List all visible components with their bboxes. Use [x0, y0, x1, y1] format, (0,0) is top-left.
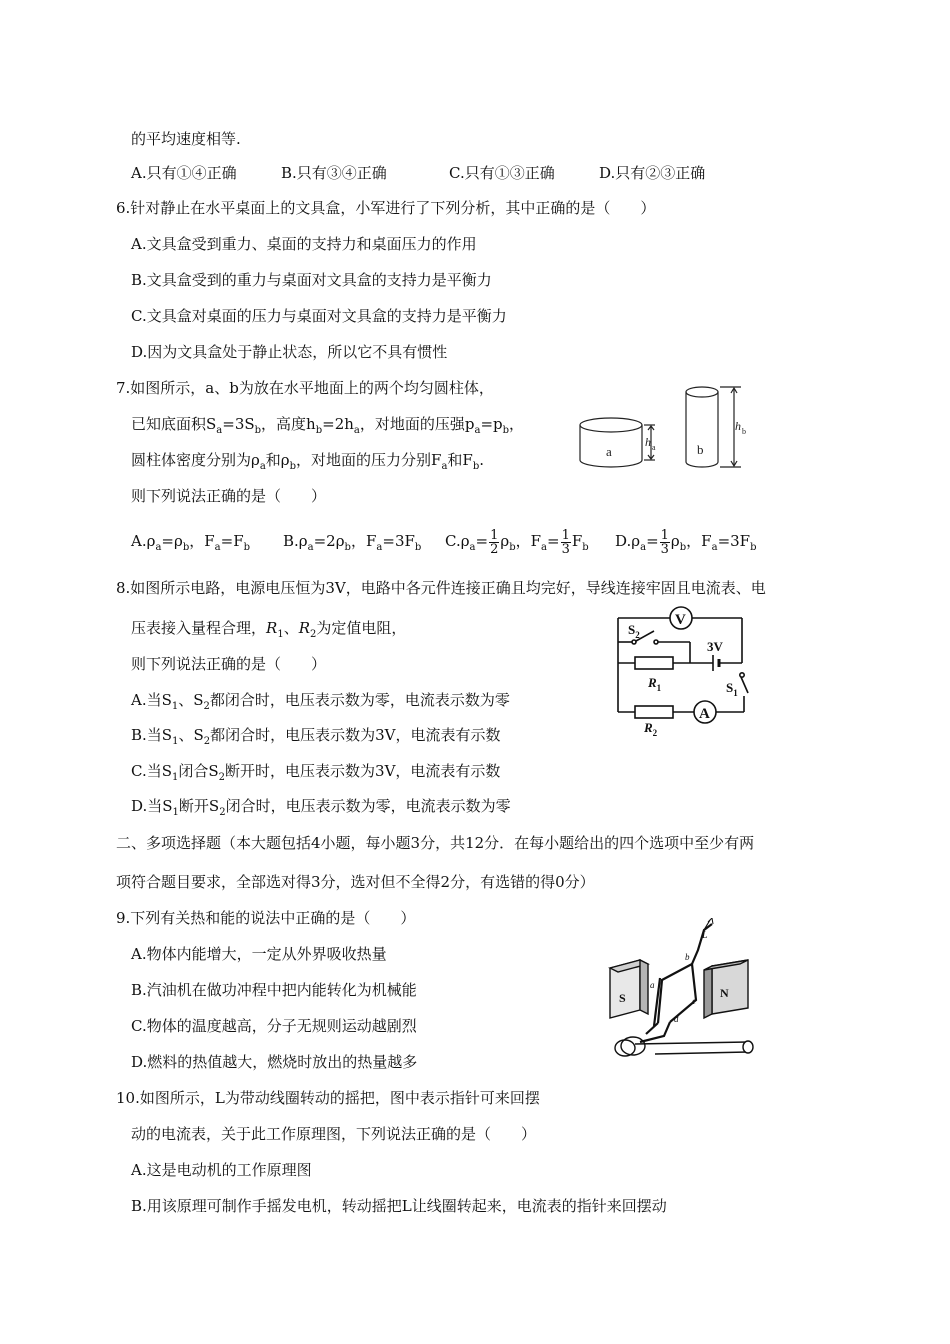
- q5-options: [131, 163, 705, 183]
- q8-option-b: B.当$S_1$、$S_2$都闭合时，电压表示数为3V，电流表有示数: [131, 726, 501, 747]
- q7-option-d: $D.\rho_a=$ $\frac{1}{3}$ $\rho_b$，$F_a=3F_b$: [615, 527, 757, 557]
- q6-option-b: B.文具盒受到的重力与桌面对文具盒的支持力是平衡力: [131, 271, 492, 289]
- q9-option-d: D.燃料的热值越大，燃烧时放出的热量越多: [131, 1053, 418, 1071]
- section2-heading-line1: 二、多项选择题（本大题包括4小题，每小题3分，共12分．在每小题给出的四个选项中至少有两: [116, 834, 755, 852]
- svg-text:S1: $S_1$: [726, 680, 738, 698]
- svg-text:L: L: [702, 930, 708, 941]
- svg-text:a: a: [652, 443, 656, 452]
- svg-text:c: c: [692, 996, 696, 1006]
- svg-text:N: N: [720, 986, 729, 1000]
- q7-stem-line1: 7.如图所示，a、b为放在水平地面上的两个均匀圆柱体，: [116, 379, 494, 397]
- generator-figure: [600, 918, 765, 1060]
- q8-option-d: D.当$S_1$断开$S_2$闭合时，电压表示数为零，电流表示数为零: [131, 797, 511, 818]
- q8-stem-line3: 则下列说法正确的是（ ）: [131, 655, 327, 673]
- q5-option-d: D.只有②③正确: [599, 164, 706, 182]
- section2-heading-line2: 项符合题目要求，全部选对得3分，选对但不全得2分，有选错的得0分）: [116, 873, 595, 891]
- svg-text:a: a: [606, 444, 612, 459]
- svg-text:R2: $R_2$: [644, 720, 658, 738]
- q10-option-a: A.这是电动机的工作原理图: [131, 1161, 312, 1179]
- q9-option-b: B.汽油机在做功冲程中把内能转化为机械能: [131, 981, 417, 999]
- svg-text:A: A: [699, 706, 710, 722]
- q10-stem-line2: 动的电流表，关于此工作原理图，下列说法正确的是（ ）: [131, 1125, 537, 1143]
- svg-text:b: b: [697, 442, 704, 457]
- q5-option-b: B.只有③④正确: [281, 164, 387, 182]
- q10-stem-line1: 10.如图所示，L为带动线圈转动的摇把，图中表示指针可来回摆: [116, 1089, 540, 1107]
- q8-stem-line2: 压表接入量程合理，$R_1$、$R_2$为定值电阻，: [131, 619, 407, 640]
- q8-option-a: A.当$S_1$、$S_2$都闭合时，电压表示数为零，电流表示数为零: [131, 691, 510, 712]
- q8-option-c: C.当$S_1$闭合$S_2$断开时，电压表示数为3V，电流表有示数: [131, 762, 501, 783]
- svg-text:h: h: [735, 419, 741, 433]
- cylinders-figure: [575, 378, 755, 472]
- svg-text:d: d: [674, 1014, 679, 1024]
- text-line: 的平均速度相等.: [131, 130, 241, 148]
- svg-text:R1: $R_1$: [648, 675, 662, 693]
- q9-option-c: C.物体的温度越高，分子无规则运动越剧烈: [131, 1017, 417, 1035]
- q7-option-c: $C.\rho_a=$ $\frac{1}{2}$ $\rho_b$，$F_a=$ $\frac{1}{3}$ $F_b$: [445, 527, 589, 557]
- circuit-figure: [610, 600, 760, 740]
- svg-text:b: b: [685, 952, 690, 962]
- q7-stem-line3: 圆柱体密度分别为$\rho_a$和$\rho_b$，对地面的压力分别$F_a$和$F_b$.: [131, 451, 485, 472]
- q6-option-d: D.因为文具盒处于静止状态，所以它不具有惯性: [131, 343, 448, 361]
- q10-option-b: B.用该原理可制作手摇发电机，转动摇把L让线圈转起来，电流表的指针来回摆动: [131, 1197, 667, 1215]
- svg-text:a: a: [650, 980, 655, 990]
- svg-text:3V: 3V: [707, 639, 723, 654]
- svg-text:V: V: [675, 612, 686, 628]
- q9-stem: 9.下列有关热和能的说法中正确的是（ ）: [116, 909, 416, 927]
- svg-text:S: S: [619, 991, 626, 1005]
- q5-option-c: C.只有①③正确: [449, 164, 555, 182]
- q6-option-c: C.文具盒对桌面的压力与桌面对文具盒的支持力是平衡力: [131, 307, 507, 325]
- q7-option-b: $B.\rho_a=2\rho_b$，$F_a=3F_b$: [283, 532, 422, 553]
- q7-stem-line2: 已知底面积$S_a=3S_b$，高度$h_b=2h_a$，对地面的压强$p_a=p_b$，: [131, 415, 525, 436]
- svg-text:h: h: [645, 435, 651, 449]
- q6-option-a: A.文具盒受到重力、桌面的支持力和桌面压力的作用: [131, 235, 477, 253]
- svg-text:b: b: [742, 427, 746, 436]
- q8-stem-line1: 8.如图所示电路，电源电压恒为3V，电路中各元件连接正确且均完好，导线连接牢固且电流表、电: [116, 579, 766, 597]
- q9-option-a: A.物体内能增大，一定从外界吸收热量: [131, 945, 387, 963]
- q7-stem-line4: 则下列说法正确的是（ ）: [131, 487, 327, 505]
- q7-option-a: $A.\rho_a=\rho_b$，$F_a=F_b$: [131, 532, 251, 553]
- q7-options: [131, 527, 757, 562]
- q5-option-a: A.只有①④正确: [131, 164, 237, 182]
- svg-text:S2: $S_2$: [628, 622, 640, 640]
- q6-stem: 6.针对静止在水平桌面上的文具盒，小军进行了下列分析，其中正确的是（ ）: [116, 199, 656, 217]
